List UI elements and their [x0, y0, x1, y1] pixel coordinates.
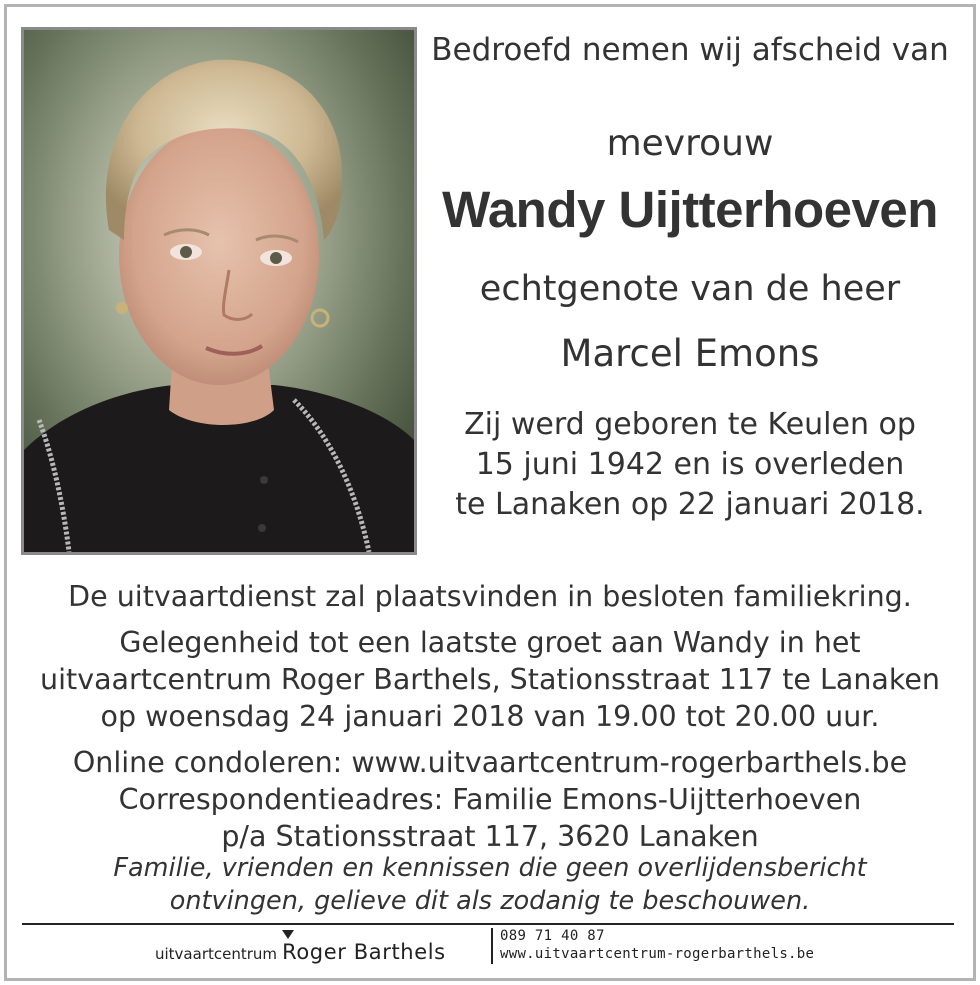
title-text: mevrouw — [606, 123, 774, 164]
intro-text: Bedroefd nemen wij afscheid van — [431, 32, 949, 68]
footer-separator — [491, 928, 493, 964]
notice-note — [10, 852, 970, 918]
note-line: Familie, vrienden en kennissen die geen overlijdensbericht — [113, 853, 867, 883]
website-link[interactable]: www.uitvaartcentrum-rogerbarthels.be — [500, 946, 815, 962]
funeral-home-contact — [500, 927, 814, 963]
viewing-line: uitvaartcentrum Roger Barthels, Stationsstraat 117 te Lanaken — [40, 663, 940, 696]
birth-details — [425, 405, 955, 525]
spouse-lead-text: echtgenote van de heer — [479, 269, 901, 309]
deceased-name: Wandy Uijtterhoeven — [442, 181, 938, 238]
announcement-header — [425, 30, 955, 525]
viewing-line: Gelegenheid tot een laatste groet aan Wandy in het — [119, 626, 861, 659]
portrait-illustration — [24, 30, 414, 552]
spouse-name: Marcel Emons — [560, 332, 820, 375]
note-line: ontvingen, gelieve dit als zodanig te beschouwen. — [169, 886, 811, 916]
brand-name-wrap — [282, 940, 446, 964]
footer-divider — [22, 923, 954, 925]
contact-line: Online condoleren: www.uitvaartcentrum-rogerbarthels.be — [72, 746, 908, 779]
announcement-body — [10, 578, 970, 855]
viewing-line: op woensdag 24 januari 2018 van 19.00 tot 20.00 uur. — [100, 700, 880, 733]
brand-name: Roger Barthels — [282, 940, 446, 964]
phone-number: 089 71 40 87 — [500, 928, 605, 944]
funeral-home-brand — [155, 940, 446, 964]
birth-line: te Lanaken op 22 januari 2018. — [455, 487, 925, 522]
contact-line: Correspondentieadres: Familie Emons-Uijtterhoeven — [118, 783, 862, 816]
contact-details — [10, 744, 970, 855]
contact-line: p/a Stationsstraat 117, 3620 Lanaken — [221, 820, 759, 853]
service-text: De uitvaartdienst zal plaatsvinden in besloten familiekring. — [68, 580, 912, 613]
birth-line: 15 juni 1942 en is overleden — [475, 447, 905, 482]
triangle-marker-icon — [282, 930, 294, 939]
viewing-details — [10, 624, 970, 735]
portrait-photo — [21, 27, 417, 555]
brand-prefix: uitvaartcentrum — [155, 945, 278, 963]
birth-line: Zij werd geboren te Keulen op — [464, 407, 916, 442]
